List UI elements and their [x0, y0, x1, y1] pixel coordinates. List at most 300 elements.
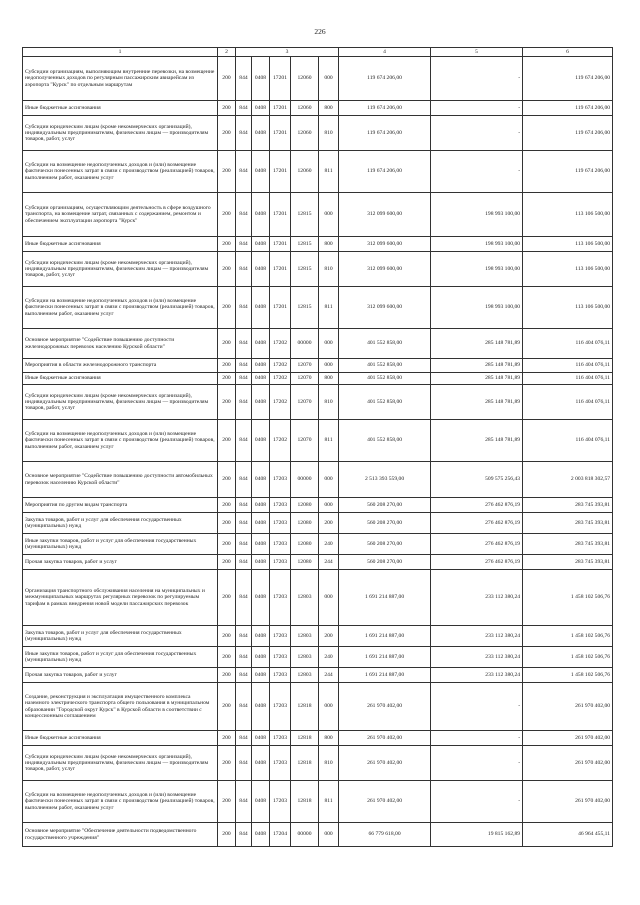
row-code-3: 0408: [252, 683, 270, 731]
row-amount-total: 261 970 402,00: [339, 781, 431, 823]
row-code-5: 12070: [291, 420, 319, 462]
row-code-2: 844: [236, 287, 252, 329]
row-description: Основное мероприятие "Обеспечение деятельности подведомственного государственного учреждения": [23, 823, 218, 847]
row-description: Иные бюджетные ассигнования: [23, 731, 218, 746]
row-code-4: 17203: [270, 647, 291, 668]
row-description: Иные закупки товаров, работ и услуг для обеспечения государственных (муниципальных) нужд: [23, 647, 218, 668]
row-code-2: 844: [236, 420, 252, 462]
row-code-6: 000: [319, 193, 339, 237]
row-code-3: 0408: [252, 498, 270, 513]
row-amount-remaining: 283 745 393,81: [523, 513, 613, 534]
row-amount-total: 119 674 206,00: [339, 116, 431, 151]
row-code-2: 844: [236, 116, 252, 151]
row-amount-executed: 285 148 781,89: [431, 385, 523, 420]
row-code-1: 200: [218, 101, 236, 116]
row-code-1: 200: [218, 731, 236, 746]
row-code-5: 12803: [291, 647, 319, 668]
row-code-5: 12060: [291, 101, 319, 116]
row-code-1: 200: [218, 534, 236, 555]
row-amount-executed: -: [431, 781, 523, 823]
row-amount-remaining: 113 106 500,00: [523, 193, 613, 237]
header-col-4: 4: [339, 48, 431, 57]
row-code-1: 200: [218, 252, 236, 287]
row-code-6: 811: [319, 420, 339, 462]
row-code-3: 0408: [252, 823, 270, 847]
row-code-3: 0408: [252, 329, 270, 359]
row-code-4: 17203: [270, 683, 291, 731]
row-amount-remaining: 113 106 500,00: [523, 237, 613, 252]
row-code-5: 12060: [291, 57, 319, 101]
row-amount-total: 312 099 600,00: [339, 193, 431, 237]
row-code-1: 200: [218, 555, 236, 570]
row-code-2: 844: [236, 731, 252, 746]
row-code-2: 844: [236, 385, 252, 420]
row-code-2: 844: [236, 193, 252, 237]
row-code-6: 811: [319, 781, 339, 823]
row-code-5: 12818: [291, 781, 319, 823]
row-amount-executed: 198 993 100,00: [431, 287, 523, 329]
row-amount-executed: 285 148 781,89: [431, 359, 523, 373]
row-description: Организация транспортного обслуживания населения на муниципальных и межмуниципальных маршрутах регулярных перевозок по регулируемым тарифам в рамках внедрения новой модели пассажирских перевозок: [23, 570, 218, 626]
table-row: [23, 151, 613, 193]
row-amount-remaining: 2 003 818 302,57: [523, 462, 613, 498]
row-code-1: 200: [218, 193, 236, 237]
row-code-1: 200: [218, 498, 236, 513]
table-row: [23, 626, 613, 647]
row-description: Иные бюджетные ассигнования: [23, 237, 218, 252]
row-amount-remaining: 116 404 076,11: [523, 420, 613, 462]
table-row: [23, 237, 613, 252]
row-amount-remaining: 116 404 076,11: [523, 373, 613, 385]
row-code-3: 0408: [252, 252, 270, 287]
row-code-3: 0408: [252, 287, 270, 329]
row-description: Иные бюджетные ассигнования: [23, 101, 218, 116]
row-description: Субсидии юридическим лицам (кроме некоммерческих организаций), индивидуальным предпринимателям, физическим лицам — производителям товаров, работ, услуг: [23, 116, 218, 151]
row-code-3: 0408: [252, 420, 270, 462]
row-code-5: 12803: [291, 626, 319, 647]
row-description: Субсидии на возмещение недополученных доходов и (или) возмещение фактически понесенных затрат в связи с производством (реализацией) товаров, выполнением работ, оказанием услуг: [23, 287, 218, 329]
row-amount-total: 401 552 858,00: [339, 373, 431, 385]
row-description: Субсидии на возмещение недополученных доходов и (или) возмещение фактически понесенных затрат в связи с производством (реализацией) товаров, выполнением работ, оказанием услуг: [23, 420, 218, 462]
row-code-2: 844: [236, 237, 252, 252]
row-code-2: 844: [236, 626, 252, 647]
row-code-4: 17202: [270, 359, 291, 373]
row-code-6: 240: [319, 647, 339, 668]
row-code-4: 17203: [270, 534, 291, 555]
row-description: Субсидии организациям, осуществляющим деятельность в сфере воздушного транспорта, на возмещение затрат, связанных с содержанием, ремонтом и обеспечением эксплуатации аэропорта "Курск": [23, 193, 218, 237]
row-code-5: 12080: [291, 534, 319, 555]
row-code-5: 12815: [291, 287, 319, 329]
row-code-6: 244: [319, 668, 339, 683]
row-code-2: 844: [236, 570, 252, 626]
row-description: Прочая закупка товаров, работ и услуг: [23, 555, 218, 570]
row-code-4: 17202: [270, 420, 291, 462]
row-amount-total: 1 691 214 887,00: [339, 647, 431, 668]
row-description: Создание, реконструкция и эксплуатация имущественного комплекса наземного электрического транспорта общего пользования в муниципальном образовании "Городской округ Курск" в Курской области в соответствии с концессионным соглашением: [23, 683, 218, 731]
row-code-6: 000: [319, 462, 339, 498]
row-amount-executed: -: [431, 151, 523, 193]
row-code-1: 200: [218, 626, 236, 647]
row-amount-remaining: 119 674 206,00: [523, 57, 613, 101]
row-code-2: 844: [236, 151, 252, 193]
row-amount-remaining: 1 458 102 506,76: [523, 647, 613, 668]
row-amount-total: 401 552 858,00: [339, 329, 431, 359]
row-code-3: 0408: [252, 237, 270, 252]
row-code-3: 0408: [252, 373, 270, 385]
row-amount-remaining: 283 745 393,81: [523, 498, 613, 513]
row-description: Мероприятия по другим видам транспорта: [23, 498, 218, 513]
row-description: Субсидии на возмещение недополученных доходов и (или) возмещение фактически понесенных затрат в связи с производством (реализацией) товаров, выполнением работ, оказанием услуг: [23, 151, 218, 193]
row-amount-total: 560 208 270,00: [339, 555, 431, 570]
table-row: [23, 385, 613, 420]
row-code-5: 00000: [291, 823, 319, 847]
row-code-6: 810: [319, 116, 339, 151]
row-code-4: 17201: [270, 237, 291, 252]
row-amount-total: 1 691 214 887,00: [339, 570, 431, 626]
row-code-1: 200: [218, 116, 236, 151]
row-amount-executed: 19 815 162,89: [431, 823, 523, 847]
row-code-4: 17203: [270, 513, 291, 534]
row-amount-remaining: 261 970 402,00: [523, 731, 613, 746]
row-code-4: 17203: [270, 626, 291, 647]
row-amount-total: 1 691 214 887,00: [339, 626, 431, 647]
row-code-6: 200: [319, 626, 339, 647]
row-code-1: 200: [218, 462, 236, 498]
row-amount-total: 119 674 206,00: [339, 151, 431, 193]
row-code-1: 200: [218, 329, 236, 359]
header-col-3: 3: [236, 48, 339, 57]
row-amount-executed: 276 462 876,19: [431, 555, 523, 570]
row-code-4: 17203: [270, 555, 291, 570]
row-code-1: 200: [218, 647, 236, 668]
row-code-3: 0408: [252, 746, 270, 781]
row-code-6: 810: [319, 746, 339, 781]
row-code-5: 12803: [291, 668, 319, 683]
row-code-4: 17203: [270, 498, 291, 513]
row-amount-executed: 233 112 380,24: [431, 570, 523, 626]
row-code-3: 0408: [252, 513, 270, 534]
row-code-5: 12080: [291, 498, 319, 513]
row-amount-executed: -: [431, 57, 523, 101]
row-description: Субсидии юридическим лицам (кроме некоммерческих организаций), индивидуальным предпринимателям, физическим лицам — производителям товаров, работ, услуг: [23, 252, 218, 287]
row-code-1: 200: [218, 683, 236, 731]
row-code-3: 0408: [252, 193, 270, 237]
row-code-5: 12080: [291, 513, 319, 534]
row-amount-executed: -: [431, 101, 523, 116]
row-code-4: 17201: [270, 287, 291, 329]
row-code-2: 844: [236, 57, 252, 101]
row-description: Субсидии юридическим лицам (кроме некоммерческих организаций), индивидуальным предпринимателям, физическим лицам — производителям товаров, работ, услуг: [23, 385, 218, 420]
row-code-5: 12060: [291, 151, 319, 193]
row-code-4: 17201: [270, 101, 291, 116]
row-code-3: 0408: [252, 462, 270, 498]
row-code-2: 844: [236, 329, 252, 359]
row-code-6: 000: [319, 57, 339, 101]
row-code-1: 200: [218, 57, 236, 101]
header-col-1: 1: [23, 48, 218, 57]
row-amount-total: 401 552 858,00: [339, 385, 431, 420]
row-code-2: 844: [236, 373, 252, 385]
table-row: [23, 781, 613, 823]
row-code-5: 00000: [291, 462, 319, 498]
row-amount-executed: 276 462 876,19: [431, 513, 523, 534]
row-code-5: 12070: [291, 373, 319, 385]
row-code-3: 0408: [252, 385, 270, 420]
row-amount-total: 401 552 858,00: [339, 359, 431, 373]
table-row: [23, 287, 613, 329]
row-code-4: 17201: [270, 116, 291, 151]
row-code-5: 12818: [291, 683, 319, 731]
row-description: Субсидии организациям, выполняющим внутренние перевозки, на возмещение недополученных доходов по регулярным пассажирским авиарейсам из аэропорта "Курск" по отдельным маршрутам: [23, 57, 218, 101]
row-code-3: 0408: [252, 781, 270, 823]
row-code-2: 844: [236, 555, 252, 570]
row-description: Закупка товаров, работ и услуг для обеспечения государственных (муниципальных) нужд: [23, 513, 218, 534]
row-amount-remaining: 261 970 402,00: [523, 781, 613, 823]
row-code-6: 811: [319, 287, 339, 329]
row-code-2: 844: [236, 252, 252, 287]
row-code-2: 844: [236, 746, 252, 781]
table-row: [23, 193, 613, 237]
row-code-1: 200: [218, 746, 236, 781]
row-code-2: 844: [236, 781, 252, 823]
row-description: Прочая закупка товаров, работ и услуг: [23, 668, 218, 683]
row-amount-total: 560 208 270,00: [339, 534, 431, 555]
row-code-4: 17203: [270, 731, 291, 746]
row-code-6: 800: [319, 373, 339, 385]
table-row: [23, 683, 613, 731]
row-code-4: 17203: [270, 781, 291, 823]
row-amount-total: 261 970 402,00: [339, 746, 431, 781]
row-description: Иные закупки товаров, работ и услуг для обеспечения государственных (муниципальных) нужд: [23, 534, 218, 555]
row-code-2: 844: [236, 823, 252, 847]
row-amount-executed: 198 993 100,00: [431, 252, 523, 287]
row-code-4: 17204: [270, 823, 291, 847]
row-code-5: 12080: [291, 555, 319, 570]
row-code-3: 0408: [252, 626, 270, 647]
row-code-3: 0408: [252, 647, 270, 668]
row-code-5: 12815: [291, 193, 319, 237]
row-amount-total: 560 208 270,00: [339, 498, 431, 513]
row-amount-executed: -: [431, 746, 523, 781]
table-row: [23, 462, 613, 498]
row-code-2: 844: [236, 101, 252, 116]
row-amount-executed: 233 112 380,24: [431, 647, 523, 668]
row-description: Закупка товаров, работ и услуг для обеспечения государственных (муниципальных) нужд: [23, 626, 218, 647]
row-description: Иные бюджетные ассигнования: [23, 373, 218, 385]
row-code-1: 200: [218, 570, 236, 626]
row-code-3: 0408: [252, 151, 270, 193]
table-row: [23, 252, 613, 287]
table-row: [23, 57, 613, 101]
row-amount-remaining: 119 674 206,00: [523, 116, 613, 151]
row-description: Мероприятия в области железнодорожного транспорта: [23, 359, 218, 373]
row-code-6: 000: [319, 683, 339, 731]
row-code-6: 000: [319, 498, 339, 513]
row-code-1: 200: [218, 373, 236, 385]
row-code-6: 810: [319, 385, 339, 420]
row-code-5: 12815: [291, 237, 319, 252]
row-amount-total: 312 099 600,00: [339, 287, 431, 329]
table-row: [23, 647, 613, 668]
row-code-3: 0408: [252, 731, 270, 746]
row-code-6: 811: [319, 151, 339, 193]
row-amount-remaining: 1 458 102 506,76: [523, 626, 613, 647]
budget-table: [22, 47, 613, 847]
table-row: [23, 570, 613, 626]
row-code-4: 17201: [270, 57, 291, 101]
row-code-4: 17201: [270, 151, 291, 193]
row-amount-remaining: 46 964 455,11: [523, 823, 613, 847]
header-col-6: 6: [523, 48, 613, 57]
row-code-2: 844: [236, 462, 252, 498]
row-amount-remaining: 119 674 206,00: [523, 101, 613, 116]
row-description: Субсидии юридическим лицам (кроме некоммерческих организаций), индивидуальным предпринимателям, физическим лицам — производителям товаров, работ, услуг: [23, 746, 218, 781]
row-code-5: 12070: [291, 385, 319, 420]
row-amount-remaining: 1 458 102 506,76: [523, 570, 613, 626]
row-code-5: 12818: [291, 731, 319, 746]
row-amount-executed: -: [431, 683, 523, 731]
row-code-6: 000: [319, 823, 339, 847]
row-code-3: 0408: [252, 101, 270, 116]
row-amount-remaining: 283 745 393,81: [523, 555, 613, 570]
row-amount-executed: 276 462 876,19: [431, 498, 523, 513]
row-amount-remaining: 261 970 402,00: [523, 683, 613, 731]
row-code-4: 17202: [270, 373, 291, 385]
row-code-6: 800: [319, 237, 339, 252]
row-amount-executed: -: [431, 731, 523, 746]
table-row: [23, 498, 613, 513]
table-row: [23, 420, 613, 462]
row-code-3: 0408: [252, 116, 270, 151]
row-code-1: 200: [218, 513, 236, 534]
row-amount-remaining: 116 404 076,11: [523, 359, 613, 373]
row-amount-total: 119 674 206,00: [339, 101, 431, 116]
row-code-1: 200: [218, 781, 236, 823]
row-code-6: 810: [319, 252, 339, 287]
row-code-4: 17202: [270, 385, 291, 420]
row-amount-total: 312 099 600,00: [339, 252, 431, 287]
row-amount-executed: 285 148 781,89: [431, 420, 523, 462]
row-amount-total: 261 970 402,00: [339, 731, 431, 746]
row-code-1: 200: [218, 287, 236, 329]
row-code-4: 17203: [270, 462, 291, 498]
row-code-2: 844: [236, 498, 252, 513]
row-code-5: 00000: [291, 329, 319, 359]
row-amount-total: 312 099 600,00: [339, 237, 431, 252]
table-row: [23, 373, 613, 385]
table-row: [23, 668, 613, 683]
row-amount-total: 560 208 270,00: [339, 513, 431, 534]
row-amount-total: 2 513 393 559,00: [339, 462, 431, 498]
row-code-1: 200: [218, 823, 236, 847]
row-amount-executed: 276 462 876,19: [431, 534, 523, 555]
row-amount-executed: -: [431, 116, 523, 151]
row-code-6: 244: [319, 555, 339, 570]
row-amount-remaining: 116 404 076,11: [523, 329, 613, 359]
row-amount-executed: 233 112 380,24: [431, 626, 523, 647]
header-col-2: 2: [218, 48, 236, 57]
row-code-5: 12818: [291, 746, 319, 781]
row-amount-total: 261 970 402,00: [339, 683, 431, 731]
row-code-6: 000: [319, 329, 339, 359]
row-code-4: 17203: [270, 668, 291, 683]
row-amount-remaining: 283 745 393,81: [523, 534, 613, 555]
row-amount-executed: 285 148 781,89: [431, 329, 523, 359]
row-amount-executed: 509 575 256,43: [431, 462, 523, 498]
header-col-5: 5: [431, 48, 523, 57]
row-code-2: 844: [236, 647, 252, 668]
row-code-1: 200: [218, 668, 236, 683]
row-code-6: 000: [319, 570, 339, 626]
table-row: [23, 731, 613, 746]
row-amount-remaining: 261 970 402,00: [523, 746, 613, 781]
row-code-3: 0408: [252, 359, 270, 373]
row-code-6: 240: [319, 534, 339, 555]
table-row: [23, 116, 613, 151]
row-code-6: 800: [319, 731, 339, 746]
page-number: 226: [314, 27, 326, 36]
table-row: [23, 513, 613, 534]
row-amount-remaining: 113 106 500,00: [523, 252, 613, 287]
row-code-5: 12815: [291, 252, 319, 287]
row-code-2: 844: [236, 513, 252, 534]
row-amount-total: 66 779 618,00: [339, 823, 431, 847]
row-code-2: 844: [236, 534, 252, 555]
row-code-6: 800: [319, 101, 339, 116]
table-row: [23, 555, 613, 570]
row-amount-remaining: 119 674 206,00: [523, 151, 613, 193]
row-code-3: 0408: [252, 668, 270, 683]
row-amount-total: 401 552 858,00: [339, 420, 431, 462]
row-amount-executed: 198 993 100,00: [431, 237, 523, 252]
row-code-5: 12070: [291, 359, 319, 373]
row-code-6: 000: [319, 359, 339, 373]
row-code-1: 200: [218, 151, 236, 193]
table-row: [23, 823, 613, 847]
row-description: Основное мероприятие "Содействие повышению доступности автомобильных перевозок населению Курской области": [23, 462, 218, 498]
row-amount-total: 119 674 206,00: [339, 57, 431, 101]
column-number-header: [23, 48, 613, 57]
row-code-5: 12803: [291, 570, 319, 626]
row-code-2: 844: [236, 668, 252, 683]
table-row: [23, 359, 613, 373]
row-code-3: 0408: [252, 555, 270, 570]
table-row: [23, 746, 613, 781]
row-code-6: 200: [319, 513, 339, 534]
row-code-1: 200: [218, 359, 236, 373]
row-amount-remaining: 116 404 076,11: [523, 385, 613, 420]
row-amount-remaining: 1 458 102 506,76: [523, 668, 613, 683]
row-code-4: 17201: [270, 193, 291, 237]
row-amount-executed: 198 993 100,00: [431, 193, 523, 237]
row-code-4: 17203: [270, 746, 291, 781]
row-amount-executed: 233 112 380,24: [431, 668, 523, 683]
row-code-1: 200: [218, 420, 236, 462]
row-amount-total: 1 691 214 887,00: [339, 668, 431, 683]
row-description: Субсидии на возмещение недополученных доходов и (или) возмещение фактически понесенных затрат в связи с производством (реализацией) товаров, выполнением работ, оказанием услуг: [23, 781, 218, 823]
row-code-4: 17201: [270, 252, 291, 287]
row-code-3: 0408: [252, 570, 270, 626]
row-code-3: 0408: [252, 57, 270, 101]
row-description: Основное мероприятие "Содействие повышению доступности железнодорожных перевозок населению Курской области": [23, 329, 218, 359]
row-code-3: 0408: [252, 534, 270, 555]
row-code-1: 200: [218, 385, 236, 420]
row-amount-executed: 285 148 781,89: [431, 373, 523, 385]
row-code-4: 17202: [270, 329, 291, 359]
table-row: [23, 329, 613, 359]
row-code-5: 12060: [291, 116, 319, 151]
row-code-2: 844: [236, 683, 252, 731]
